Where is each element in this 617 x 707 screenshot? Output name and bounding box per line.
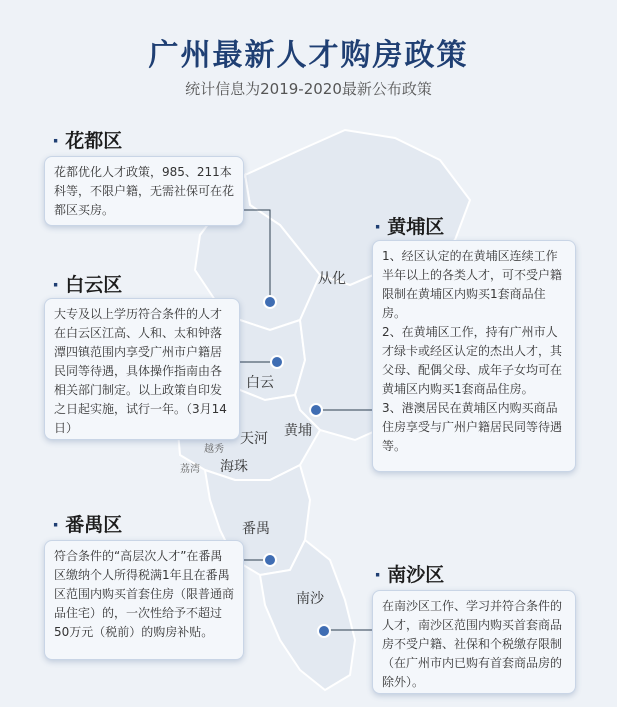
policy-box-huadu	[44, 156, 244, 226]
heading-nansha-text: 南沙区	[387, 564, 445, 586]
map-label-haizhu: 海珠	[220, 459, 248, 475]
policy-box-panyu	[44, 540, 244, 660]
policy-text-baiyun: 大专及以上学历符合条件的人才在白云区江高、人和、太和钟落潭四镇范围内享受广州市户籍居民同等待遇，具体操作指南由各相关部门制定。以上政策自印发之日起实施，试行一年。（3月14日）	[54, 307, 227, 435]
marker-panyu	[264, 554, 276, 566]
page-subtitle: 统计信息为2019-2020最新公布政策	[185, 80, 432, 98]
page-title: 广州最新人才购房政策	[148, 38, 469, 73]
bullet-dot: ·	[374, 564, 382, 586]
heading-panyu-text: 番禺区	[65, 514, 123, 536]
policy-text-huadu: 花都优化人才政策，985、211本科等，不限户籍，无需社保可在花都区买房。	[54, 165, 235, 217]
marker-huangpu	[310, 404, 322, 416]
map-label-panyu: 番禺	[242, 521, 270, 537]
heading-baiyun	[52, 270, 122, 297]
marker-baiyun	[271, 356, 283, 368]
bullet-dot: ·	[52, 130, 60, 152]
map-label-conghua: 从化	[318, 271, 346, 287]
map-label-liwan: 荔湾	[180, 464, 200, 475]
marker-nansha	[318, 625, 330, 637]
policy-text-nansha: 在南沙区工作、学习并符合条件的人才，南沙区范围内购买首套商品房不受户籍、社保和个税缴存限制（在广州市内已购有首套商品房的除外）。	[382, 599, 563, 689]
map-label-baiyun: 白云	[246, 375, 274, 391]
heading-baiyun-text: 白云区	[65, 274, 123, 296]
policy-box-huangpu	[372, 240, 576, 472]
map-label-tianhe: 天河	[240, 431, 268, 447]
policy-text-panyu: 符合条件的“高层次人才”在番禺区缴纳个人所得税满1年且在番禺区范围内购买首套住房（限普通商品住宅）的，一次性给予不超过50万元（税前）的购房补贴。	[54, 549, 235, 639]
heading-huangpu-text: 黄埔区	[387, 216, 445, 238]
marker-huadu	[264, 296, 276, 308]
policy-text-huangpu-3: 3、港澳居民在黄埔区内购买商品住房享受与广州户籍居民同等待遇等。	[382, 401, 563, 453]
heading-huadu-text: 花都区	[65, 130, 123, 152]
heading-nansha	[374, 560, 444, 587]
heading-panyu	[52, 510, 122, 537]
policy-box-nansha	[372, 590, 576, 694]
bullet-dot: ·	[52, 514, 60, 536]
map-label-nansha: 南沙	[296, 591, 324, 607]
policy-box-baiyun	[44, 298, 240, 440]
map-label-yuexiu: 越秀	[204, 444, 224, 455]
heading-huangpu	[374, 212, 444, 239]
bullet-dot: ·	[52, 274, 60, 296]
policy-text-huangpu-1: 1、经区认定的在黄埔区连续工作半年以上的各类人才，可不受户籍限制在黄埔区内购买1套商品住房。	[382, 249, 563, 320]
bullet-dot: ·	[374, 216, 382, 238]
policy-text-huangpu-2: 2、在黄埔区工作，持有广州市人才绿卡或经区认定的杰出人才，其父母、配偶父母、成年子女均可在黄埔区内购买1套商品住房。	[382, 325, 563, 396]
map-label-huangpu: 黄埔	[284, 423, 312, 439]
heading-huadu	[52, 126, 122, 153]
